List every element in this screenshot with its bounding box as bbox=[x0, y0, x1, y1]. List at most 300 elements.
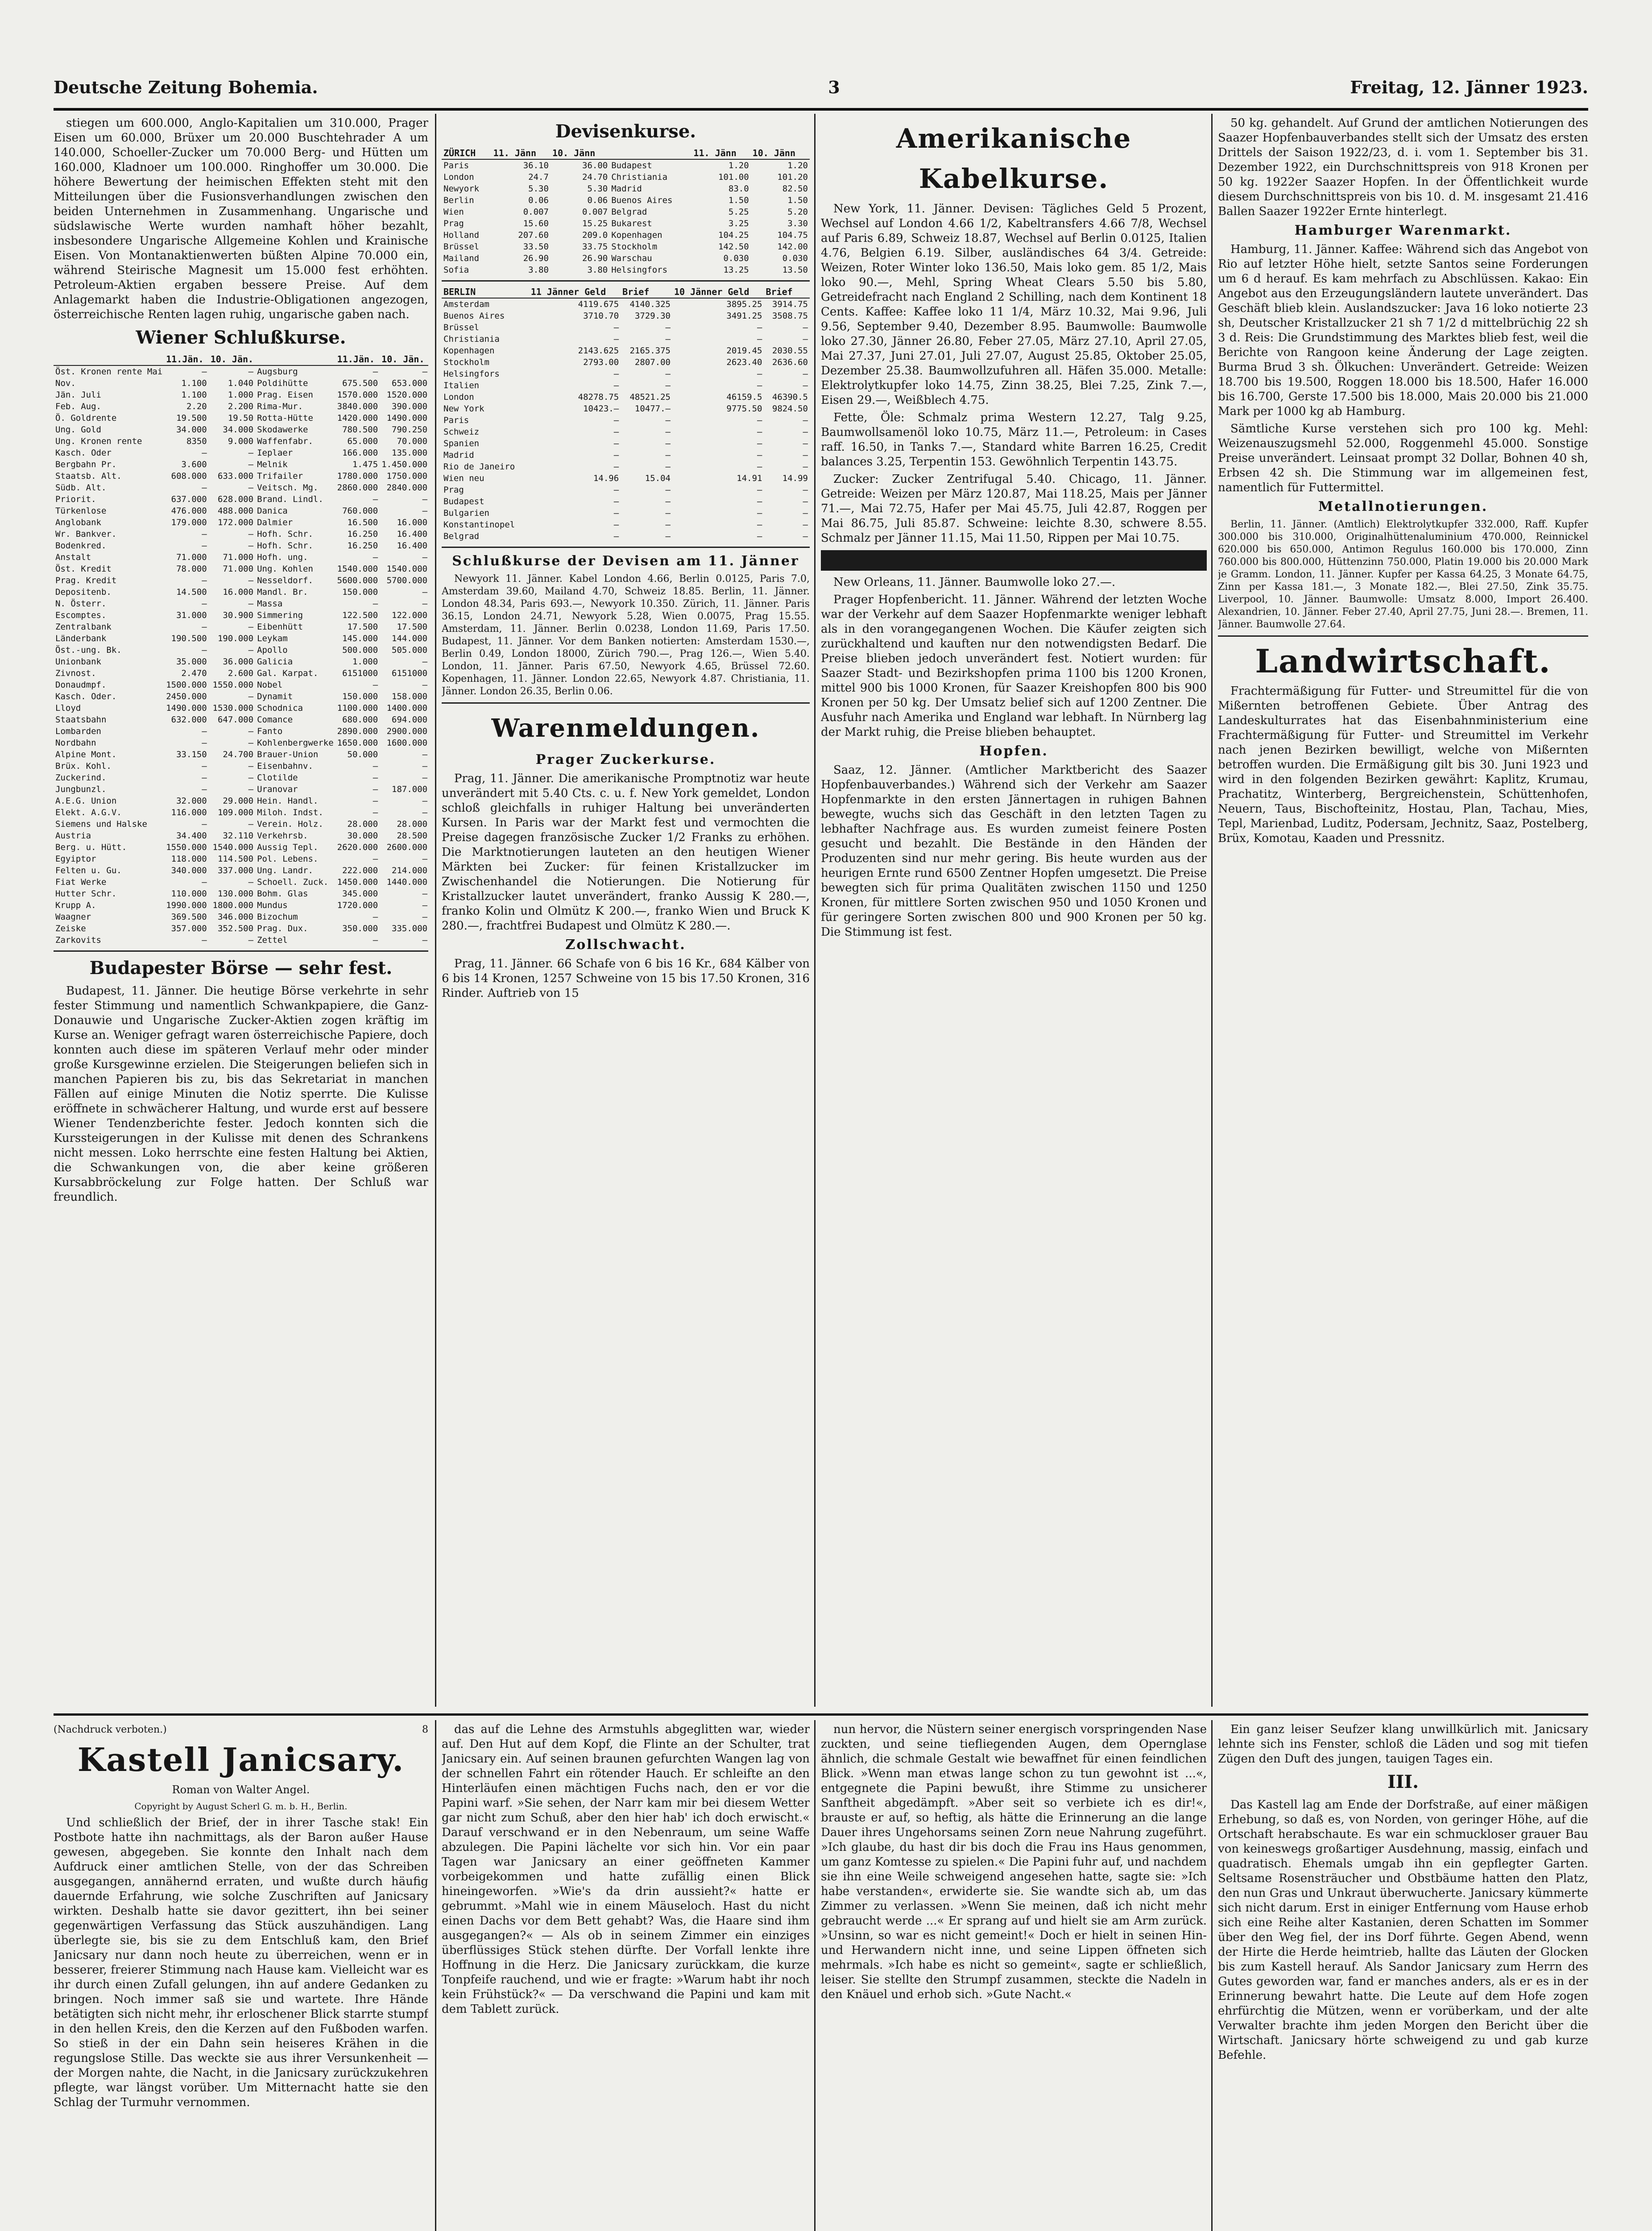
table-cell: — bbox=[248, 692, 254, 701]
stock-row bbox=[54, 668, 428, 679]
table-cell: — bbox=[803, 427, 808, 437]
currency-row bbox=[442, 218, 810, 229]
table-cell: 2793.00 bbox=[583, 357, 619, 367]
table-cell: Ung. Kohlen bbox=[257, 564, 313, 574]
table-cell: Mandl. Br. bbox=[257, 587, 308, 597]
currency-row bbox=[442, 368, 810, 380]
table-cell: — bbox=[803, 334, 808, 344]
table-cell: Paris bbox=[443, 161, 469, 170]
table-cell: Rio de Janeiro bbox=[443, 462, 515, 472]
table-cell: Trifailer bbox=[257, 471, 303, 481]
table-cell: Südb. Alt. bbox=[55, 483, 107, 493]
table-cell: 3.600 bbox=[181, 460, 207, 469]
table-cell: 46390.5 bbox=[772, 392, 808, 402]
table-cell: 3.80 bbox=[587, 265, 608, 275]
table-cell: 1530.000 bbox=[212, 703, 254, 713]
table-cell: Alpine Mont. bbox=[55, 750, 117, 759]
table-cell: — bbox=[422, 657, 428, 667]
currency-row bbox=[442, 357, 810, 368]
issue-date: Freitag, 12. Jänner 1923. bbox=[1350, 77, 1588, 97]
table-cell: Paris bbox=[443, 415, 469, 425]
table-cell: Mailand bbox=[443, 253, 480, 263]
table-cell: 82.50 bbox=[782, 184, 808, 194]
table-cell: 3.25 bbox=[728, 219, 749, 228]
table-cell: — bbox=[665, 369, 671, 379]
table-cell: Clotilde bbox=[257, 773, 298, 783]
table-cell: Bizochum bbox=[257, 912, 298, 922]
stock-row bbox=[54, 401, 428, 412]
table-cell: 142.00 bbox=[777, 242, 808, 252]
table-cell: Brüx. Kohl. bbox=[55, 761, 112, 771]
table-cell: 16.400 bbox=[397, 529, 428, 539]
table-cell: 10423.— bbox=[583, 404, 619, 414]
table-cell: 13.25 bbox=[723, 265, 749, 275]
table-cell: Zettel bbox=[257, 935, 288, 945]
table-cell: 8350 bbox=[186, 436, 207, 446]
table-cell: 0.030 bbox=[782, 253, 808, 263]
table-cell: — bbox=[665, 381, 671, 390]
stock-row bbox=[54, 598, 428, 610]
table-cell: 2019.45 bbox=[726, 346, 762, 356]
table-cell: 19.500 bbox=[176, 413, 207, 423]
table-cell: Prag. Dux. bbox=[257, 924, 308, 933]
table-cell: — bbox=[665, 497, 671, 506]
stock-row bbox=[54, 784, 428, 795]
table-cell: 29.000 bbox=[223, 796, 254, 806]
table-cell: Krupp A. bbox=[55, 900, 96, 910]
table-cell: Konstantinopel bbox=[443, 520, 515, 530]
table-cell: 1.20 bbox=[728, 161, 749, 170]
table-cell: 101.00 bbox=[718, 172, 749, 182]
table-cell: — bbox=[373, 935, 378, 945]
currency-row bbox=[442, 496, 810, 507]
table-cell: 31.000 bbox=[176, 610, 207, 620]
zurich-table: ZÜRICH 11. Jänn 10. Jänn 11. Jänn 10. Jänn Paris 36.10 36.00 Budapest 1.20 1.20 London 24.7 24.70 Christiania 101.00 101.20 Newyork 5.30 5.30 Madrid 83.0 82.50 Berlin 0.06 0.06 Buenos Aires 1.50 1.50 Wien 0.007 0.007 Belgrad 5.25 5.20 Prag 15.60 15.25 Bukarest 3.25 3.30 Holland 207.60 209.0 Kopenhagen 104.25 104.75 Brüssel 33.50 33.75 Stockholm 142.50 142.00 Mailand 26.90 26.90 Warschau 0.030 0.030 Sofia 3.80 3.80 Helsingfors 13.25 13.50 bbox=[442, 147, 810, 276]
table-cell: Ung. Kronen rente bbox=[55, 436, 142, 446]
novel-text-5: Das Kastell lag am Ende der Dorfstraße, auf einer mäßigen Erhebung, so daß es, von Norden, von geringer Höhe, auf die Ortschaft herabschaute. Es war ein schmuckloser grauer Bau von keineswegs großartiger Ausdehnung, massig, einfach und quadratisch. Ehemals umgab ihn ein gepflegter Garten. Seltsame Rosensträucher und Obstbäume hatten den Platz, den nun Gras und Unkraut überwucherte. Janicsary kümmerte sich nicht darum. Erst in einiger Entfernung vom Hause erhob sich eine Reihe alter Kastanien, deren Schatten im Sommer über den Weg fiel, der ins Dorf führte. Gegen Abend, wenn der Hirte die Herde heimtrieb, hallte das Läuten der Glocken bis zum Kastell herauf. Als Sandor Janicsary zum Herrn des Gutes geworden war, fand er manches anders, als er es in der Erinnerung bewahrt hatte. Die Leute auf dem Hofe zogen ehrfürchtig die Mützen, wenn er vorüberkam, und der alte Verwalter brachte ihm jeden Morgen den Bericht über die Wirtschaft. Janicsary hörte schweigend zu und gab kurze Befehle. bbox=[1218, 1798, 1588, 2062]
currency-row bbox=[442, 195, 810, 206]
table-cell: Miloh. Indst. bbox=[257, 808, 323, 817]
table-cell: Schodnica bbox=[257, 703, 303, 713]
budapest-title: Budapester Börse — sehr fest. bbox=[89, 958, 393, 979]
table-cell: 1400.000 bbox=[386, 703, 428, 713]
table-cell: — bbox=[373, 680, 378, 690]
table-cell: Fanto bbox=[257, 726, 283, 736]
table-cell: A.E.G. Union bbox=[55, 796, 117, 806]
table-cell: Leykam bbox=[257, 634, 288, 643]
table-cell: Bulgarien bbox=[443, 508, 489, 518]
table-cell: Zivnost. bbox=[55, 668, 96, 678]
table-cell: Hutter Schr. bbox=[55, 889, 117, 899]
feuilleton-col-4 bbox=[1218, 1722, 1588, 2231]
table-cell: Priorit. bbox=[55, 494, 96, 504]
stock-row bbox=[54, 528, 428, 540]
table-cell: 28.500 bbox=[397, 831, 428, 841]
hopfen-market-text: Saaz, 12. Jänner. (Amtlicher Marktbericht des Saazer Hopfenbauverbandes.) Während sich der Verkehr am Saazer Hopfenmarkte in den ersten Jännertagen in ruhigen Bahnen bewegte, wuchs sich das Geschäft in den letzten Tagen zu lebhafter Nachfrage aus. Es wurden zumeist feinere Posten gesucht und bezahlt. Die Bestände in den Händen der Produzenten sind nur mehr gering. Bis heute wurden aus der heurigen Ernte rund 6500 Zentner Hopfen umgesetzt. Die Preise bewegten sich für prima Qualitäten zwischen 1150 und 1250 Kronen, für mittlere Sorten zwischen 950 und 1050 Kronen und für geringere Sorten zwischen 800 und 900 Kronen per 50 kg. Die Stimmung ist fest. bbox=[821, 763, 1207, 939]
table-cell: — bbox=[613, 439, 619, 448]
table-cell: 2.200 bbox=[228, 402, 254, 411]
currency-row bbox=[442, 507, 810, 519]
table-cell: 1.000 bbox=[228, 390, 254, 400]
table-cell: Belgrad bbox=[443, 531, 480, 541]
table-cell: 369.500 bbox=[171, 912, 207, 922]
stock-row bbox=[54, 412, 428, 424]
stock-row bbox=[54, 505, 428, 517]
table-cell: 2860.000 bbox=[337, 483, 378, 493]
table-cell: — bbox=[757, 462, 762, 472]
table-cell: — bbox=[202, 726, 207, 736]
table-cell: — bbox=[248, 599, 254, 609]
table-cell: Galicia bbox=[257, 657, 293, 667]
stock-row bbox=[54, 435, 428, 447]
table-cell: 5.20 bbox=[787, 207, 808, 217]
table-cell: — bbox=[757, 508, 762, 518]
table-cell: Madrid bbox=[611, 184, 642, 194]
stock-row bbox=[54, 633, 428, 644]
table-cell: 1.000 bbox=[352, 657, 378, 667]
stock-row bbox=[54, 389, 428, 401]
table-cell: — bbox=[248, 448, 254, 458]
table-cell: 1.50 bbox=[787, 195, 808, 205]
table-cell: Anglobank bbox=[55, 518, 101, 527]
stock-row bbox=[54, 540, 428, 552]
table-cell: Türkenlose bbox=[55, 506, 107, 516]
table-cell: 187.000 bbox=[392, 784, 428, 794]
table-cell: Madrid bbox=[443, 450, 474, 460]
table-cell: 0.06 bbox=[587, 195, 608, 205]
table-cell: 2.470 bbox=[181, 668, 207, 678]
table-cell: — bbox=[613, 381, 619, 390]
table-cell: — bbox=[665, 531, 671, 541]
currency-row bbox=[442, 159, 810, 171]
currency-row bbox=[442, 333, 810, 345]
currency-row bbox=[442, 484, 810, 496]
table-cell: — bbox=[613, 497, 619, 506]
zoll-title: Zollschwacht. bbox=[565, 937, 686, 953]
table-cell: 653.000 bbox=[392, 378, 428, 388]
table-cell: 1490.000 bbox=[386, 413, 428, 423]
table-cell: Budapest bbox=[611, 161, 652, 170]
table-cell: 104.75 bbox=[777, 230, 808, 240]
table-cell: — bbox=[373, 552, 378, 562]
table-cell: — bbox=[803, 485, 808, 495]
table-cell: Zuckerind. bbox=[55, 773, 107, 783]
waren-text: Prag, 11. Jänner. Die amerikanische Promptnotiz war heute unverändert mit 5.40 Cts. c. u. f. New York gemeldet, London schloß gleichfalls in ruhiger Haltung bei unveränderten Kursen. In Paris war der Markt fest und vermochten die Preise dagegen französische Zucker 1/2 Franks zu erhöhen. Die Marktnotierungen lauteten an den heutigen Wiener Märkten bei Zucker: für feinen Kristallzucker im Zwischenhandel die Notierungen. Die Notierung für Kristallzucker lautet unverändert, franko Aussig K 280.—, franko Kolin und Olmütz K 200.—, franko Wien und Bruck K 280.—, frachtfrei Budapest und Olmütz K 280.—. bbox=[442, 772, 810, 933]
table-cell: Augsburg bbox=[257, 367, 298, 377]
table-cell: 488.000 bbox=[217, 506, 254, 516]
table-cell: 3710.70 bbox=[583, 311, 619, 321]
table-cell: 345.000 bbox=[342, 889, 378, 899]
table-cell: — bbox=[202, 819, 207, 829]
table-cell: — bbox=[422, 552, 428, 562]
column-rule bbox=[814, 114, 816, 1707]
table-cell: 104.25 bbox=[718, 230, 749, 240]
table-cell: — bbox=[373, 912, 378, 922]
table-cell: Hein. Handl. bbox=[257, 796, 319, 806]
landwirtschaft-title: Landwirtschaft. bbox=[1255, 642, 1551, 680]
table-cell: 790.250 bbox=[392, 425, 428, 435]
section-divider bbox=[54, 950, 428, 952]
table-cell: 16.250 bbox=[347, 529, 378, 539]
table-cell: 10477.— bbox=[634, 404, 671, 414]
table-cell: 46159.5 bbox=[726, 392, 762, 402]
stock-row bbox=[54, 702, 428, 714]
table-cell: 1600.000 bbox=[386, 738, 428, 748]
table-cell: — bbox=[422, 935, 428, 945]
table-cell: Gal. Karpat. bbox=[257, 668, 319, 678]
table-cell: Verkehrsb. bbox=[257, 831, 308, 841]
table-cell: 647.000 bbox=[217, 715, 254, 725]
devisen-title: Devisenkurse. bbox=[555, 121, 696, 142]
table-cell: New York bbox=[443, 404, 484, 414]
stock-row bbox=[54, 377, 428, 389]
stock-row bbox=[54, 795, 428, 807]
table-cell: Fiat Werke bbox=[55, 877, 107, 887]
table-cell: 1.100 bbox=[181, 378, 207, 388]
header-rule bbox=[54, 108, 1588, 111]
table-cell: — bbox=[202, 761, 207, 771]
currency-row bbox=[442, 449, 810, 461]
table-cell: 1650.000 bbox=[337, 738, 378, 748]
table-cell: — bbox=[803, 439, 808, 448]
table-cell: 1500.000 bbox=[166, 680, 207, 690]
currency-row bbox=[442, 253, 810, 264]
table-cell: 4140.325 bbox=[629, 299, 671, 309]
table-cell: — bbox=[373, 494, 378, 504]
table-cell: — bbox=[665, 508, 671, 518]
table-cell: — bbox=[202, 773, 207, 783]
table-cell: 3840.000 bbox=[337, 402, 378, 411]
stock-row bbox=[54, 772, 428, 784]
table-cell: 24.70 bbox=[582, 172, 608, 182]
table-cell: — bbox=[248, 460, 254, 469]
table-cell: 2450.000 bbox=[166, 692, 207, 701]
table-cell: — bbox=[202, 645, 207, 655]
table-cell: — bbox=[665, 520, 671, 530]
table-cell: Kasch. Oder. bbox=[55, 692, 117, 701]
table-cell: 2807.00 bbox=[634, 357, 671, 367]
table-cell: 2623.40 bbox=[726, 357, 762, 367]
chapter-number: III. bbox=[1387, 1771, 1419, 1792]
table-cell: — bbox=[757, 450, 762, 460]
table-cell: 3508.75 bbox=[772, 311, 808, 321]
table-cell: 1440.000 bbox=[386, 877, 428, 887]
table-cell: 28.000 bbox=[397, 819, 428, 829]
table-cell: 357.000 bbox=[171, 924, 207, 933]
table-cell: — bbox=[665, 334, 671, 344]
table-cell: — bbox=[422, 587, 428, 597]
table-cell: — bbox=[613, 334, 619, 344]
novel-text-1: Und schließlich der Brief, der in ihrer Tasche stak! Ein Postbote hatte ihn nachmittags, als der Baron außer Hause gewesen, abgegeben. Sie konnte den Inhalt nach dem Aufdruck einer amtlichen Stelle, von der das Schreiben ausgegangen, annähernd erraten, und wußte durch häufig dauernde Erfahrung, wie solche Zuschriften auf Janicsary wirkten. Deshalb hatte sie davor gezittert, ihn bei seiner gegenwärtigen Verfassung das Stück auszuhändigen. Lang überlegte sie, bis sie zu dem Entschluß kam, den Brief Janicsary nur dann noch heute zu überreichen, wenn er in besserer, freierer Stimmung nach Hause kam. Vielleicht war es ihr durch einen Zufall gelungen, ihn auf andere Gedanken zu bringen. Noch immer saß sie und wartete. Ihre Hände betätigten sich nicht mehr, ihr erloschener Blick starrte stumpf in den hellen Kreis, den die Kerzen auf den Fußboden warfen. So stieß in der ein Dahn sein heiseres Krähen in die regungslose Stille. Das weckte sie aus ihrer Versunkenheit — der Morgen nahte, die Nacht, in die Janicsary zurückzukehren pflegte, war längst vorüber. Um Mitternacht hatte sie den Schlag der Turmuhr vernommen. bbox=[54, 1816, 428, 2109]
table-cell: 633.000 bbox=[217, 471, 254, 481]
table-cell: Prag. Kredit bbox=[55, 576, 117, 585]
table-cell: — bbox=[202, 738, 207, 748]
table-cell: Zentralbank bbox=[55, 622, 112, 632]
stock-row bbox=[54, 552, 428, 563]
table-cell: 1570.000 bbox=[337, 390, 378, 400]
table-cell: — bbox=[757, 369, 762, 379]
table-cell: Jän. Juli bbox=[55, 390, 101, 400]
stock-row bbox=[54, 482, 428, 493]
page-number: 3 bbox=[828, 77, 840, 97]
currency-row bbox=[442, 241, 810, 253]
table-cell: — bbox=[373, 796, 378, 806]
table-cell: — bbox=[422, 900, 428, 910]
feuilleton-col-2 bbox=[442, 1722, 810, 2231]
hopfen-title: Hopfen. bbox=[979, 743, 1048, 759]
table-cell: — bbox=[422, 750, 428, 759]
new-orleans-text: New Orleans, 11. Jänner. Baumwolle loko 27.—. bbox=[833, 576, 1116, 589]
table-cell: Kasch. Oder bbox=[55, 448, 112, 458]
table-cell: — bbox=[803, 497, 808, 506]
table-cell: Belgrad bbox=[611, 207, 647, 217]
stock-row bbox=[54, 586, 428, 598]
novel-text-2: das auf die Lehne des Armstuhls abgeglitten war, wieder auf. Den Hut auf dem Kopf, die Flinte an der Schulter, trat Janicsary ein. Auf seinen braunen gefurchten Wangen lag von der schnellen Fahrt ein rötender Hauch. Er schleifte an den Hinterläufen einen mächtigen Fuchs nach, den er vor die Papini warf. »Sie sehen, der Narr kam mir bei diesem Wetter gar nicht zum Schuß, aber den hier hab' ich doch erwischt.« Darauf verschwand er in den Nebenraum, um seine Waffe abzulegen. Die Papini lächelte vor sich hin. Vor ein paar Tagen war Janicsary an einer geöffneten Kammer vorbeigekommen und hatte zufällig einen Blick hineingeworfen. »Wie's da drin aussieht?« hatte er gebrummt. »Mahl wie in einem Mäuseloch. Hast du nicht einen Dachs vor dem Bett gehabt? Was, die Haare sind ihm ausgegangen?« — Als ob in seinem Zimmer ein einziges überflüssiges Stück stehen dürfte. Der Vorfall lenkte ihre Hoffnung in die Herz. Die Janicsary zurückkam, die kurze Tonpfeife rauchend, und wie er fragte: »Warum habt ihr noch kein Frühstück?« — Da verschwand die Papini und kam mit dem Tablett zurück. bbox=[442, 1723, 810, 2016]
table-cell: 172.000 bbox=[217, 518, 254, 527]
kabelkurse-oils: Fette, Öle: Schmalz prima Western 12.27, Talg 9.25, Baumwollsamenöl loko 10.75, März 11.—, Petroleum: in Cases raff. 16.50, in Tanks 7.—, Standard white Barren 16.25, Credit balances 3.25, Terpentin 153. Gewöhnlich Terpentin 143.75. bbox=[821, 411, 1207, 469]
table-cell: 24.700 bbox=[223, 750, 254, 759]
table-cell: Ung. Gold bbox=[55, 425, 101, 435]
table-cell: 5.25 bbox=[728, 207, 749, 217]
table-cell: — bbox=[422, 680, 428, 690]
table-cell: — bbox=[202, 576, 207, 585]
table-cell: Buenos Aires bbox=[443, 311, 505, 321]
table-cell: 1.040 bbox=[228, 378, 254, 388]
table-cell: — bbox=[757, 334, 762, 344]
table-cell: — bbox=[613, 485, 619, 495]
table-cell: 28.000 bbox=[347, 819, 378, 829]
table-cell: — bbox=[803, 381, 808, 390]
table-cell: 190.500 bbox=[171, 634, 207, 643]
table-cell: 26.90 bbox=[523, 253, 549, 263]
table-cell: — bbox=[202, 448, 207, 458]
waren-title: Warenmeldungen. bbox=[491, 713, 760, 743]
table-cell: 14.500 bbox=[176, 587, 207, 597]
table-cell: Rotta-Hütte bbox=[257, 413, 313, 423]
feuilleton-col-3 bbox=[821, 1722, 1207, 2231]
table-cell: Feb. Aug. bbox=[55, 402, 101, 411]
stock-row bbox=[54, 563, 428, 575]
table-cell: 16.250 bbox=[347, 541, 378, 551]
table-cell: — bbox=[803, 450, 808, 460]
stock-row bbox=[54, 575, 428, 586]
table-cell: 24.7 bbox=[528, 172, 549, 182]
table-cell: N. Österr. bbox=[55, 599, 107, 609]
table-cell: 145.000 bbox=[342, 634, 378, 643]
table-cell: — bbox=[202, 877, 207, 887]
table-cell: — bbox=[613, 450, 619, 460]
table-cell: 101.20 bbox=[777, 172, 808, 182]
table-cell: Jungbunzl. bbox=[55, 784, 107, 794]
table-cell: 16.500 bbox=[347, 518, 378, 527]
stock-row bbox=[54, 760, 428, 772]
table-cell: 5.30 bbox=[587, 184, 608, 194]
column-commodities bbox=[1218, 116, 1588, 1704]
table-cell: Mundus bbox=[257, 900, 288, 910]
stock-row bbox=[54, 493, 428, 505]
table-cell: 2030.55 bbox=[772, 346, 808, 356]
table-cell: 34.000 bbox=[176, 425, 207, 435]
table-cell: Kohlenbergwerke bbox=[257, 738, 334, 748]
stock-row bbox=[54, 934, 428, 946]
table-cell: — bbox=[665, 462, 671, 472]
table-cell: — bbox=[202, 622, 207, 632]
table-cell: Wien bbox=[443, 207, 464, 217]
table-cell: — bbox=[665, 323, 671, 332]
table-cell: 1540.000 bbox=[212, 842, 254, 852]
stock-row bbox=[54, 459, 428, 470]
table-cell: — bbox=[248, 773, 254, 783]
table-cell: 135.000 bbox=[392, 448, 428, 458]
table-cell: Zeiske bbox=[55, 924, 86, 933]
table-cell: 3.80 bbox=[528, 265, 549, 275]
table-cell: Simmering bbox=[257, 610, 303, 620]
novel-text-4: Ein ganz leiser Seufzer klang unwillkürlich mit. Janicsary lehnte sich ins Fenster, schloß die Läden und sog mit tiefen Zügen den Duft des jungen, tauigen Tages ein. bbox=[1218, 1723, 1588, 1766]
table-cell: Waagner bbox=[55, 912, 91, 922]
metall-text: Berlin, 11. Jänner. (Amtlich) Elektrolytkupfer 332.000, Raff. Kupfer 300.000 bis 310.000, Originalhüttenaluminium 470.000, Reinnickel 620.000 bis 650.000, Antimon Regulus 160.000 bis 170.000, Zinn 760.000 bis 800.000, Hüttenzinn 750.000, Platin 19.000 bis 20.000 Mark je Gramm. London, 11. Jänner. Kupfer per Kassa 64.25, 3 Monate 64.75, Zinn per Kassa 181.—, 3 Monate 182.—, Blei 27.50, Zink 35.75. Liverpool, 10. Jänner. Baumwolle: Umsatz 8.000, Import 26.400. Alexandrien, 10. Jänner. Feber 27.40, April 27.75, Juni 28.—. Bremen, 11. Jänner. Baumwolle 27.64. bbox=[1218, 519, 1588, 630]
table-cell: Öst. Kredit bbox=[55, 564, 112, 574]
table-cell: — bbox=[373, 599, 378, 609]
table-cell: 352.500 bbox=[217, 924, 254, 933]
table-cell: Wien neu bbox=[443, 473, 484, 483]
newspaper-page bbox=[54, 67, 1588, 2231]
feuilleton-rule bbox=[54, 1713, 1588, 1716]
table-cell: 2143.625 bbox=[578, 346, 619, 356]
table-cell: 16.000 bbox=[223, 587, 254, 597]
table-cell: 1550.000 bbox=[212, 680, 254, 690]
table-cell: — bbox=[757, 415, 762, 425]
table-cell: 628.000 bbox=[217, 494, 254, 504]
table-cell: — bbox=[422, 854, 428, 864]
reprint-note: (Nachdruck verboten.) bbox=[54, 1724, 167, 1735]
table-cell: Ieplaer bbox=[257, 448, 293, 458]
table-cell: Prag. Eisen bbox=[257, 390, 313, 400]
table-cell: — bbox=[803, 520, 808, 530]
table-cell: 350.000 bbox=[342, 924, 378, 933]
table-cell: — bbox=[248, 483, 254, 493]
zoll-text: Prag, 11. Jänner. 66 Schafe von 6 bis 16 Kr., 684 Kälber von 6 bis 14 Kronen, 1257 Schweine von 15 bis 17.50 Kronen, 316 Rinder. Auftrieb von 15 bbox=[442, 957, 810, 1000]
table-cell: 35.000 bbox=[176, 657, 207, 667]
table-cell: Staatsb. Alt. bbox=[55, 471, 122, 481]
table-cell: 1540.000 bbox=[337, 564, 378, 574]
table-cell: 158.000 bbox=[392, 692, 428, 701]
table-cell: 142.50 bbox=[718, 242, 749, 252]
table-cell: Skodawerke bbox=[257, 425, 308, 435]
table-cell: 6151000 bbox=[342, 668, 378, 678]
table-cell: — bbox=[665, 439, 671, 448]
table-cell: — bbox=[248, 784, 254, 794]
vienna-closing-title: Wiener Schlußkurse. bbox=[136, 327, 346, 348]
market-intro: stiegen um 600.000, Anglo-Kapitalien um 310.000, Prager Eisen um 60.000, Brüxer um 20.000 Buschtehrader A um 140.000, Schoeller-Zucker um 70.000 Berg- und Hütten um 160.000, Kladnoer um 100.000. Ringhoffer um 30.000. Die höhere Bewertung der heimischen Effekten steht mit den Mitteilungen über die Fusionsverhandlungen zwischen den beiden Unternehmen in Zusammenhang. Ungarische und südslawische Werte wurden namhaft höher bezahlt, insbesondere Ungarische Allgemeine Kohlen und Krainische Eisen. Von Montanaktienwerten büßten Alpine 70.000 ein, während Steirische Magnesit um 15.000 fest erhöhten. Petroleum-Aktien ergaben bessere Preise. Auf dem Anlagemarkt haben die Industrie-Obligationen angezogen, österreichische Renten lagen ruhig, ungarische gaben nach. bbox=[54, 116, 428, 321]
table-cell: 1.450.000 bbox=[381, 460, 428, 469]
table-cell: Kopenhagen bbox=[443, 346, 495, 356]
table-cell: 30.000 bbox=[347, 831, 378, 841]
table-cell: 2840.000 bbox=[386, 483, 428, 493]
table-cell: 78.000 bbox=[176, 564, 207, 574]
page-header bbox=[54, 67, 1588, 107]
stock-row bbox=[54, 726, 428, 737]
table-cell: — bbox=[803, 369, 808, 379]
table-cell: 0.030 bbox=[723, 253, 749, 263]
table-cell: 209.0 bbox=[582, 230, 608, 240]
table-cell: Zarkovits bbox=[55, 935, 101, 945]
table-cell: Massa bbox=[257, 599, 283, 609]
table-cell: 222.000 bbox=[342, 866, 378, 875]
table-cell: — bbox=[248, 935, 254, 945]
table-cell: — bbox=[422, 494, 428, 504]
table-cell: Wr. Bankver. bbox=[55, 529, 117, 539]
currency-row bbox=[442, 461, 810, 473]
